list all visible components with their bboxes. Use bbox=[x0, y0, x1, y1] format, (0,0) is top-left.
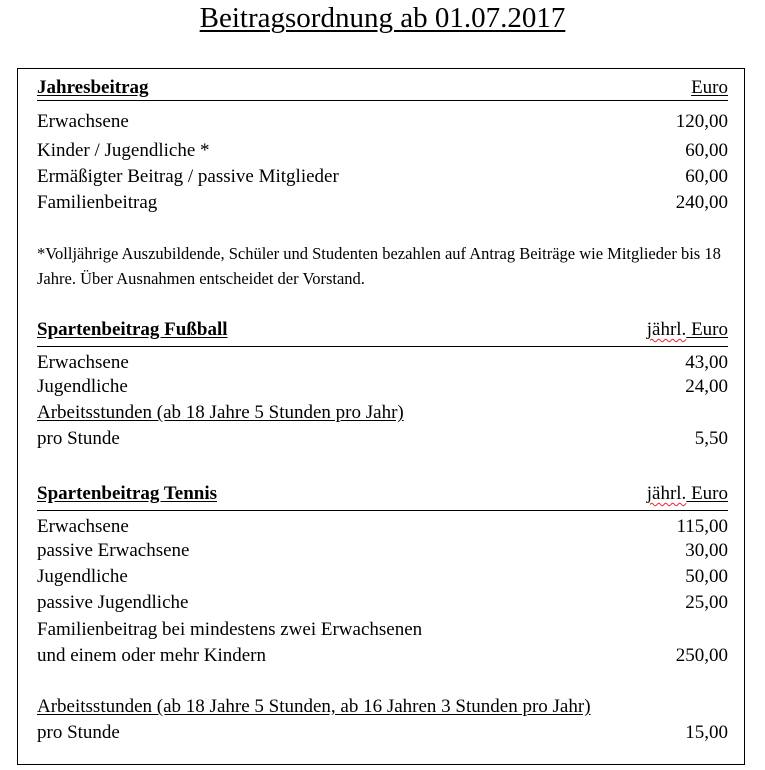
row-label: Jugendliche bbox=[37, 566, 128, 587]
row-value: 24,00 bbox=[685, 376, 728, 397]
row-value: 250,00 bbox=[675, 645, 728, 666]
row-label: Familienbeitrag bei mindestens zwei Erwachsenen bbox=[37, 619, 423, 640]
row-label: und einem oder mehr Kindern bbox=[37, 645, 266, 666]
row-value: 115,00 bbox=[676, 516, 728, 537]
row-value: 60,00 bbox=[685, 140, 728, 161]
section-divider bbox=[37, 510, 728, 511]
row-value: 15,00 bbox=[685, 722, 728, 743]
section-heading-jahresbeitrag: Jahresbeitrag bbox=[37, 77, 149, 98]
row-label: pro Stunde bbox=[37, 428, 120, 449]
row-label: passive Erwachsene bbox=[37, 540, 190, 561]
row-value: 5,50 bbox=[694, 428, 728, 449]
unit-label-jaehrl-euro bbox=[647, 319, 728, 341]
footnote: *Volljährige Auszubildende, Schüler und Studenten bezahlen auf Antrag Beiträge wie Mitglieder bis 18 Jahre. Über Ausnahmen entscheidet der Vorstand. bbox=[37, 244, 721, 288]
section-heading-tennis: Spartenbeitrag Tennis bbox=[37, 483, 218, 504]
unit-word: jährl. bbox=[646, 483, 687, 504]
row-label: Erwachsene bbox=[37, 516, 129, 537]
row-label: Erwachsene bbox=[37, 352, 129, 373]
row-label: Ermäßigter Beitrag / passive Mitglieder bbox=[37, 166, 339, 187]
unit-label-jaehrl-euro bbox=[647, 483, 728, 505]
page-title: Beitragsordnung ab 01.07.2017 bbox=[199, 2, 566, 34]
unit-word: Euro bbox=[686, 483, 728, 504]
row-label: Jugendliche bbox=[37, 376, 128, 397]
row-value: 25,00 bbox=[685, 592, 728, 613]
section-heading-fussball: Spartenbeitrag Fußball bbox=[37, 319, 228, 340]
unit-word: jährl. bbox=[646, 319, 687, 340]
work-hours-note: Arbeitsstunden (ab 18 Jahre 5 Stunden pro Jahr) bbox=[37, 402, 404, 423]
work-hours-note: Arbeitsstunden (ab 18 Jahre 5 Stunden, ab 16 Jahren 3 Stunden pro Jahr) bbox=[37, 696, 591, 717]
row-value: 240,00 bbox=[675, 192, 728, 213]
row-value: 120,00 bbox=[675, 111, 728, 132]
row-label: Erwachsene bbox=[37, 111, 129, 132]
row-label: Kinder / Jugendliche * bbox=[37, 140, 210, 161]
section-divider bbox=[37, 100, 728, 101]
row-label: passive Jugendliche bbox=[37, 592, 189, 613]
unit-label-euro: Euro bbox=[691, 77, 728, 98]
section-divider bbox=[37, 346, 728, 347]
row-value: 60,00 bbox=[685, 166, 728, 187]
row-label: pro Stunde bbox=[37, 722, 120, 743]
unit-word: Euro bbox=[686, 319, 728, 340]
row-label: Familienbeitrag bbox=[37, 192, 158, 213]
row-value: 30,00 bbox=[685, 540, 728, 561]
row-value: 43,00 bbox=[685, 352, 728, 373]
row-value: 50,00 bbox=[685, 566, 728, 587]
